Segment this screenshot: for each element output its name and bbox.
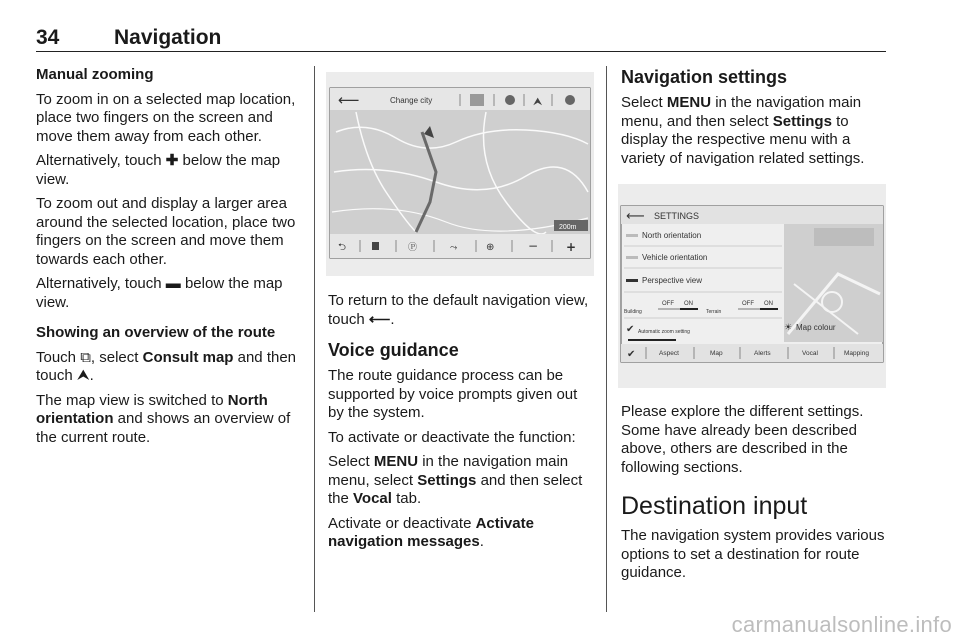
- toolbar-back-icon: ⮌: [338, 242, 347, 253]
- paragraph: To return to the default navigation view, touch ⟵.: [328, 292, 589, 328]
- paragraph: To activate or deactivate the function:: [328, 428, 576, 446]
- settings-title: SETTINGS: [654, 211, 700, 221]
- paragraph: Select MENU in the navigation main menu, select Settings and then select the Vocal tab.: [328, 453, 583, 507]
- back-icon: ⟵: [338, 91, 360, 109]
- paragraph: Alternatively, touch ▬ below the map view.: [36, 275, 283, 311]
- toolbar-zoom-in-icon: +: [566, 240, 577, 254]
- parking-icon: Ⓟ: [408, 243, 418, 253]
- voice-icon: [565, 95, 575, 105]
- terrain-on: ON: [764, 301, 773, 307]
- settings-screenshot: [618, 184, 886, 388]
- watermark: carmanualsonline.info: [731, 612, 952, 637]
- column-3-top: [621, 66, 887, 174]
- scale-label: 200m: [559, 224, 577, 231]
- route-icon: ⤳: [450, 243, 458, 253]
- paragraph: The navigation system provides various options to set a destination for route guidance.: [621, 527, 885, 581]
- header-rule: [36, 51, 886, 52]
- center-icon: ⊕: [486, 242, 495, 253]
- tab-aspect: Aspect: [659, 350, 679, 357]
- setting-vehicle-orientation: Vehicle orientation: [642, 253, 708, 262]
- paragraph: Activate or deactivate Activate navigation messages.: [328, 514, 534, 550]
- column-3-bottom: [621, 403, 887, 589]
- map-colour-label: Map colour: [796, 323, 836, 332]
- heading-destination-input: Destination input: [621, 492, 808, 520]
- map-layer-icon: [470, 94, 484, 106]
- column-divider-1: [314, 66, 315, 612]
- north-icon: ⮝: [533, 95, 543, 108]
- zoom-out-icon: ▬: [165, 275, 181, 292]
- confirm-icon: ✔: [627, 349, 636, 360]
- paragraph: To zoom out and display a larger area around the selected location, place two fingers on the screen and move them towards each other.: [36, 195, 296, 268]
- paragraph: Please explore the different settings. Some have already been described above, others are described in the following sections.: [621, 403, 864, 476]
- heading-voice-guidance: Voice guidance: [328, 340, 459, 360]
- zoom-in-icon: ✚: [165, 152, 179, 169]
- building-off: OFF: [662, 301, 674, 307]
- poi-icon: [372, 242, 379, 250]
- tab-alerts: Alerts: [754, 350, 771, 357]
- paragraph: Select MENU in the navigation main menu, and then select Settings to display the respective menu with a variety of navigation related settings.: [621, 94, 865, 167]
- back-icon: ⟵: [626, 209, 645, 224]
- building-on: ON: [684, 301, 693, 307]
- heading-navigation-settings: Navigation settings: [621, 67, 788, 87]
- column-1: [36, 66, 302, 453]
- column-divider-2: [606, 66, 607, 612]
- toolbar-zoom-out-icon: −: [528, 239, 539, 253]
- column-2: [328, 292, 596, 558]
- paragraph: To zoom in on a selected map location, place two fingers on the screen and move them away from each other.: [36, 90, 296, 145]
- paragraph: Touch ⧉, select Consult map and then touch ⮝.: [36, 348, 297, 384]
- sun-icon: ☀: [784, 323, 793, 333]
- route-options-icon: ⧉: [80, 348, 91, 366]
- map-screenshot: [326, 72, 594, 276]
- terrain-off: OFF: [742, 301, 754, 307]
- paragraph: The map view is switched to North orientation and shows an overview of the current route.: [36, 391, 291, 446]
- map-screen-drawing: [326, 72, 594, 276]
- page-header: [36, 26, 886, 52]
- heading-manual-zooming: Manual zooming: [36, 66, 154, 83]
- setting-north-orientation: North orientation: [642, 231, 702, 240]
- page-number: 34: [36, 26, 60, 49]
- chapter-title: Navigation: [114, 26, 222, 49]
- building-label: Building: [624, 309, 642, 315]
- map-title: Change city: [390, 96, 433, 105]
- north-icon: ⮝: [76, 367, 90, 384]
- setting-perspective-view: Perspective view: [642, 276, 703, 285]
- heading-route-overview: Showing an overview of the route: [36, 324, 276, 341]
- back-arrow-icon: ⟵: [368, 310, 391, 328]
- terrain-label: Terrain: [706, 309, 722, 315]
- check-icon: ✔: [626, 324, 635, 335]
- tab-vocal: Vocal: [802, 350, 818, 357]
- car-icon: [505, 95, 515, 105]
- paragraph: Alternatively, touch ✚ below the map view.: [36, 152, 281, 188]
- auto-zoom-label: Automatic zoom setting: [638, 329, 690, 335]
- tab-map: Map: [710, 350, 723, 357]
- tab-mapping: Mapping: [844, 350, 869, 357]
- paragraph: The route guidance process can be supported by voice prompts given out by the system.: [328, 367, 578, 421]
- settings-screen-drawing: [618, 184, 886, 388]
